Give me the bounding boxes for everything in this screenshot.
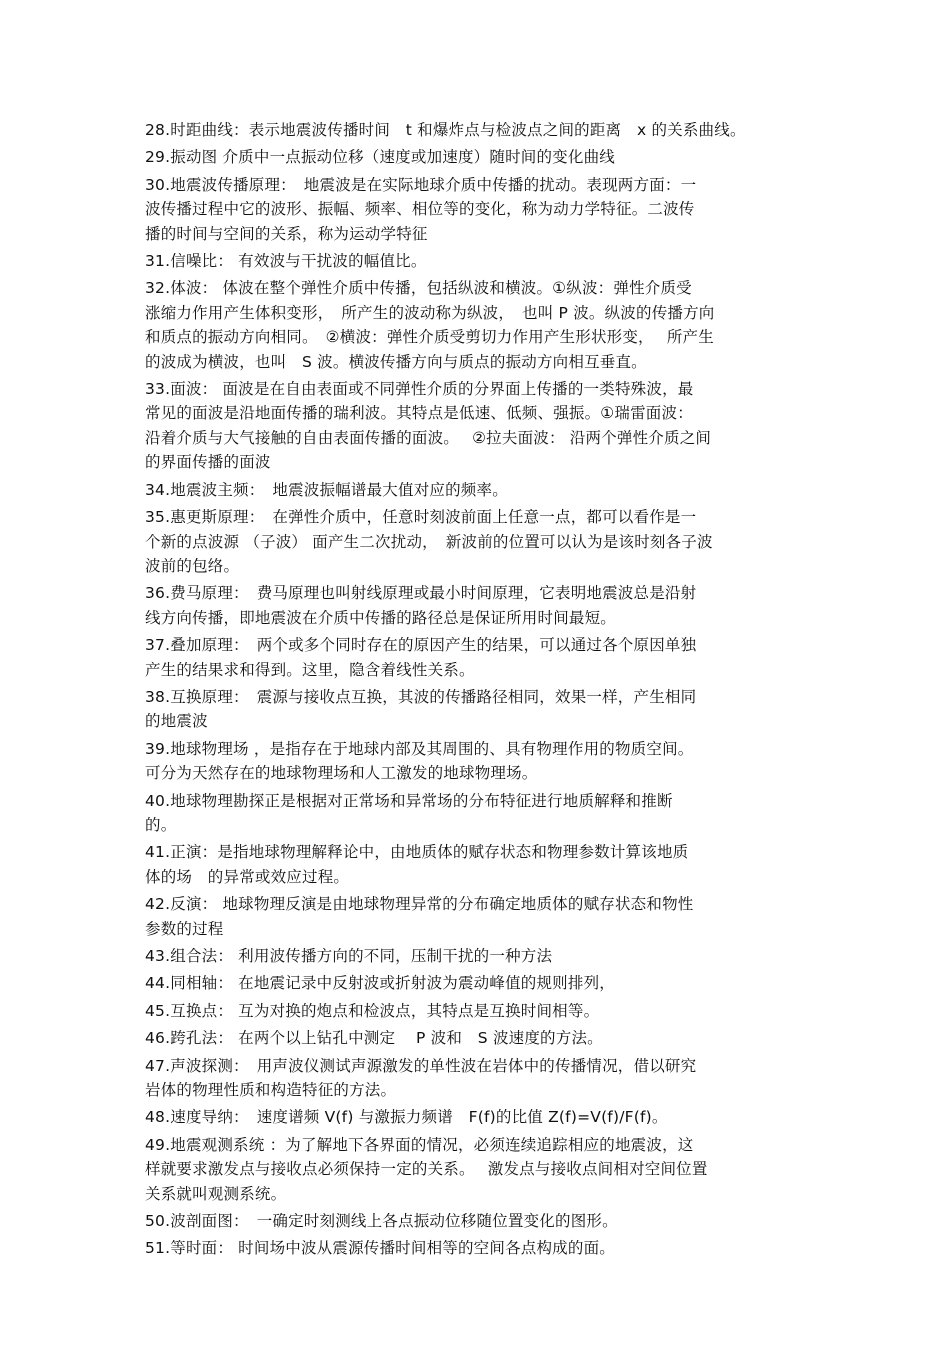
text-line: 47.声波探测： 用声波仪测试声源激发的单性波在岩体中的传播情况，借以研究 [145, 1056, 697, 1075]
text-line: 的波成为横波，也叫 S 波。横波传播方向与质点的振动方向相互垂直。 [145, 352, 647, 371]
text-line: 31.信噪比： 有效波与干扰波的幅值比。 [145, 252, 427, 271]
term-entry-31 [145, 249, 825, 273]
term-entry-44 [145, 971, 825, 995]
text-line: 41.正演：是指地球物理解释论中，由地质体的赋存状态和物理参数计算该地质 [145, 843, 689, 862]
term-entry-28 [145, 118, 825, 142]
text-line: 39.地球物理场 ，是指存在于地球内部及其周围的、具有物理作用的物质空间。 [145, 739, 694, 758]
term-entry-34 [145, 478, 825, 502]
text-line: 涨缩力作用产生体积变形， 所产生的波动称为纵波， 也叫 P 波。纵波的传播方向 [145, 303, 715, 322]
text-line: 40.地球物理勘探正是根据对正常场和异常场的分布特征进行地质解释和推断 [145, 791, 673, 810]
text-line: 34.地震波主频： 地震波振幅谱最大值对应的频率。 [145, 480, 508, 499]
document-body [145, 118, 825, 1264]
term-entry-32 [145, 276, 825, 374]
text-line: 的地震波 [145, 712, 208, 731]
term-entry-45 [145, 999, 825, 1023]
term-entry-37 [145, 633, 825, 682]
term-entry-48 [145, 1105, 825, 1129]
term-entry-39 [145, 737, 825, 786]
term-entry-35 [145, 505, 825, 578]
text-line: 43.组合法： 利用波传播方向的不同，压制干扰的一种方法 [145, 947, 553, 965]
text-line: 33.面波： 面波是在自由表面或不同弹性介质的分界面上传播的一类特殊波，最 [145, 380, 694, 399]
text-line: 51.等时面： 时间场中波从震源传播时间相等的空间各点构成的面。 [145, 1239, 615, 1258]
text-line: 35.惠更斯原理： 在弹性介质中，任意时刻波前面上任意一点，都可以看作是一 [145, 508, 697, 527]
term-entry-43 [145, 944, 825, 968]
text-line: 关系就叫观测系统。 [145, 1184, 287, 1203]
term-entry-50 [145, 1209, 825, 1233]
term-entry-36 [145, 581, 825, 630]
term-entry-41 [145, 840, 825, 889]
text-line: 样就要求激发点与接收点必须保持一定的关系。 激发点与接收点间相对空间位置 [145, 1160, 708, 1179]
text-line: 沿着介质与大气接触的自由表面传播的面波。 ②拉夫面波： 沿两个弹性介质之间 [145, 428, 712, 447]
text-line: 46.跨孔法： 在两个以上钻孔中测定 P 波和 S 波速度的方法。 [145, 1029, 603, 1048]
text-line: 36.费马原理： 费马原理也叫射线原理或最小时间原理，它表明地震波总是沿射 [145, 584, 697, 603]
text-line: 和质点的振动方向相同。 ②横波：弹性介质受剪切力作用产生形状形变， 所产生 [145, 328, 714, 347]
text-line: 28.时距曲线：表示地震波传播时间 t 和爆炸点与检波点之间的距离 x 的关系曲线。 [145, 121, 746, 139]
text-line: 29.振动图 介质中一点振动位移（速度或加速度）随时间的变化曲线 [145, 148, 615, 167]
text-line: 37.叠加原理： 两个或多个同时存在的原因产生的结果，可以通过各个原因单独 [145, 636, 697, 655]
term-entry-33 [145, 377, 825, 475]
term-entry-51 [145, 1236, 825, 1260]
text-line: 岩体的物理性质和构造特征的方法。 [145, 1081, 397, 1100]
text-line: 32.体波： 体波在整个弹性介质中传播，包括纵波和横波。①纵波：弹性介质受 [145, 279, 692, 298]
text-line: 个新的点波源 （子波） 面产生二次扰动， 新波前的位置可以认为是该时刻各子波 [145, 532, 713, 551]
text-line: 49.地震观测系统 ：为了解地下各界面的情况，必须连续追踪相应的地震波，这 [145, 1135, 694, 1154]
text-line: 线方向传播，即地震波在介质中传播的路径总是保证所用时间最短。 [145, 608, 617, 627]
term-entry-46 [145, 1026, 825, 1050]
text-line: 50.波剖面图： 一确定时刻测线上各点振动位移随位置变化的图形。 [145, 1212, 618, 1231]
text-line: 的界面传播的面波 [145, 453, 271, 472]
text-line: 参数的过程 [145, 919, 224, 938]
text-line: 常见的面波是沿地面传播的瑞利波。其特点是低速、低频、强振。①瑞雷面波： [145, 404, 693, 423]
text-line: 30.地震波传播原理： 地震波是在实际地球介质中传播的扰动。表现两方面：一 [145, 175, 697, 194]
text-line: 38.互换原理： 震源与接收点互换，其波的传播路径相同，效果一样，产生相同 [145, 687, 697, 706]
term-entry-40 [145, 789, 825, 838]
text-line: 48.速度导纳： 速度谱频 V(f) 与激振力频谱 F(f)的比值 Z(f)=V(f)/F(f)。 [145, 1108, 668, 1127]
term-entry-38 [145, 685, 825, 734]
text-line: 播的时间与空间的关系，称为运动学特征 [145, 224, 428, 243]
text-line: 的。 [145, 815, 177, 834]
text-line: 波传播过程中它的波形、振幅、频率、相位等的变化，称为动力学特征。二波传 [145, 200, 695, 219]
term-entry-29 [145, 145, 825, 169]
term-entry-49 [145, 1133, 825, 1206]
text-line: 44.同相轴： 在地震记录中反射波或折射波为震动峰值的规则排列， [145, 974, 615, 993]
term-entry-42 [145, 892, 825, 941]
text-line: 波前的包络。 [145, 556, 240, 575]
text-line: 体的场 的异常或效应过程。 [145, 867, 350, 886]
term-entry-47 [145, 1054, 825, 1103]
text-line: 45.互换点： 互为对换的炮点和检波点，其特点是互换时间相等。 [145, 1001, 600, 1020]
text-line: 可分为天然存在的地球物理场和人工激发的地球物理场。 [145, 764, 538, 783]
term-entry-30 [145, 173, 825, 246]
text-line: 42.反演： 地球物理反演是由地球物理异常的分布确定地质体的赋存状态和物性 [145, 895, 694, 914]
text-line: 产生的结果求和得到。这里，隐含着线性关系。 [145, 660, 475, 679]
